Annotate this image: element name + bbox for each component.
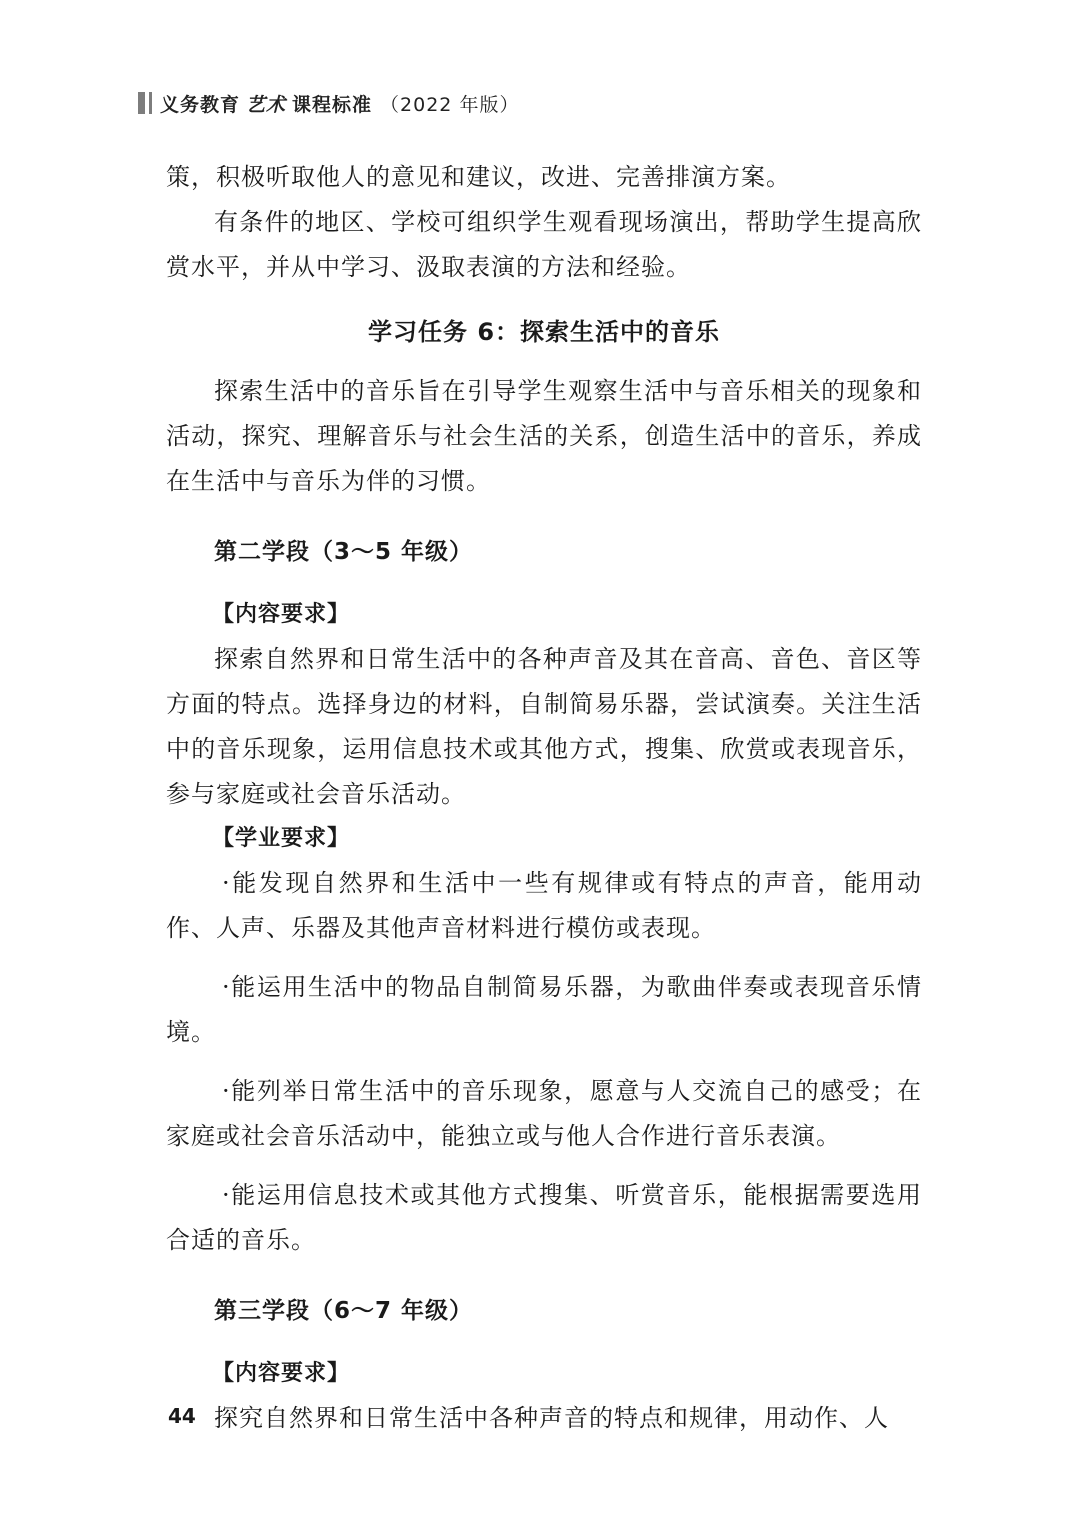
task-intro: 探索生活中的音乐旨在引导学生观察生活中与音乐相关的现象和活动，探究、理解音乐与社会生活的关系，创造生活中的音乐，养成在生活中与音乐为伴的习惯。 — [166, 377, 922, 495]
header-bar-icon — [138, 92, 152, 114]
content-requirements-label: 【内容要求】 — [212, 1361, 351, 1386]
paragraph-continued: 策，积极听取他人的意见和建议，改进、完善排演方案。 — [166, 163, 791, 191]
requirement-item: ·能发现自然界和生活中一些有规律或有特点的声音，能用动作、人声、乐器及其他声音材料进行模仿或表现。 — [166, 869, 922, 942]
requirement-item: ·能运用信息技术或其他方式搜集、听赏音乐，能根据需要选用合适的音乐。 — [166, 1181, 922, 1254]
paragraph: 有条件的地区、学校可组织学生观看现场演出，帮助学生提高欣赏水平，并从中学习、汲取表演的方法和经验。 — [166, 208, 922, 281]
page-number: 44 — [168, 1404, 196, 1428]
content-requirements-text: 探究自然界和日常生活中各种声音的特点和规律，用动作、人 — [214, 1404, 889, 1432]
running-header — [138, 88, 519, 118]
content-requirements-label: 【内容要求】 — [212, 602, 351, 627]
requirement-item: ·能运用生活中的物品自制简易乐器，为歌曲伴奏或表现音乐情境。 — [166, 973, 922, 1046]
content-requirements-text: 探索自然界和日常生活中的各种声音及其在音高、音色、音区等方面的特点。选择身边的材料，自制简易乐器，尝试演奏。关注生活中的音乐现象，运用信息技术或其他方式，搜集、欣赏或表现音乐，参与家庭或社会音乐活动。 — [166, 645, 922, 808]
header-title: 义务教育 艺术 课程标准 （2022 年版） — [160, 93, 520, 116]
page-body — [166, 155, 922, 1441]
stage-heading: 第三学段（6～7 年级） — [214, 1298, 474, 1324]
task-heading: 学习任务 6：探索生活中的音乐 — [367, 318, 721, 346]
requirement-item: ·能列举日常生活中的音乐现象，愿意与人交流自己的感受；在家庭或社会音乐活动中，能独立或与他人合作进行音乐表演。 — [166, 1077, 922, 1150]
stage-heading: 第二学段（3～5 年级） — [214, 539, 474, 565]
academic-requirements-label: 【学业要求】 — [212, 826, 351, 851]
